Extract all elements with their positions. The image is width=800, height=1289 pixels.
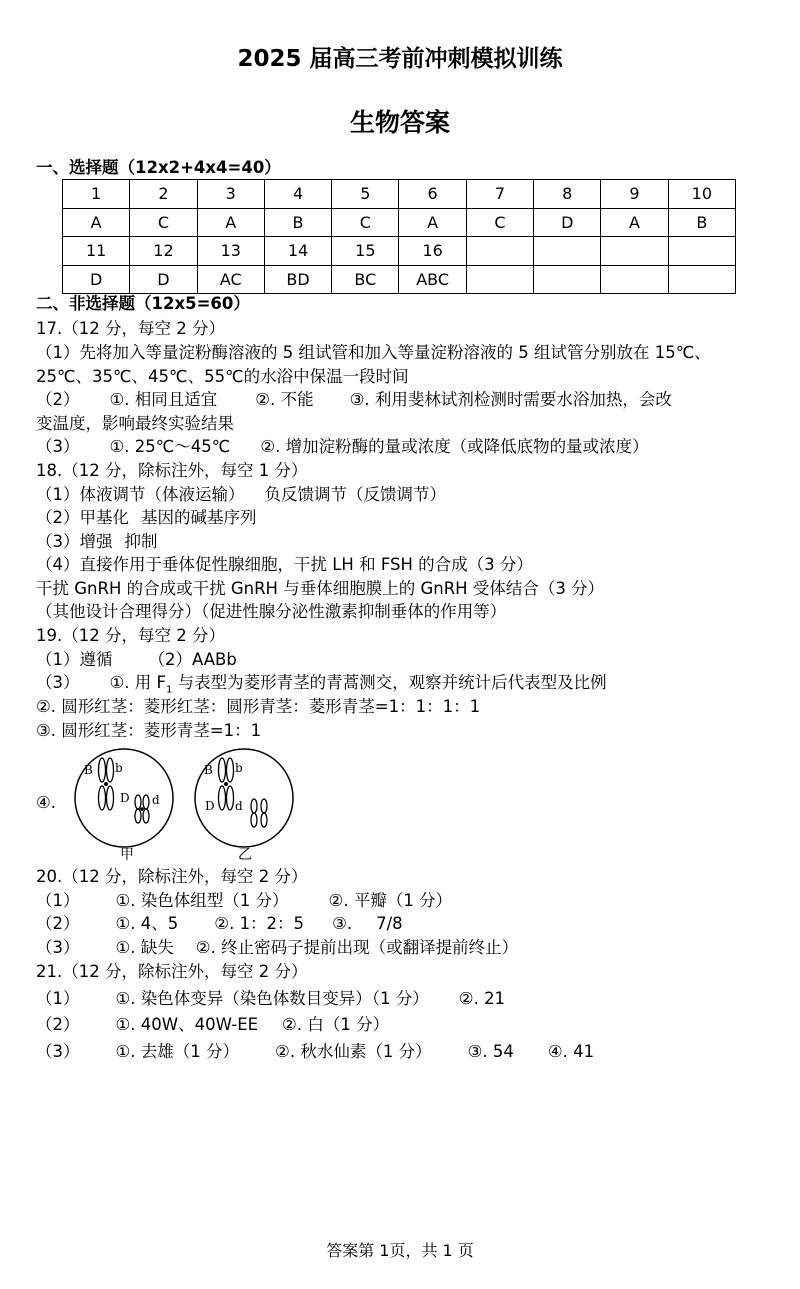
table-cell: D bbox=[130, 265, 197, 294]
q21-answer: ②. 21 bbox=[458, 989, 506, 1008]
q17-sub-num: （3） bbox=[36, 437, 80, 456]
q21-sub-num: （1） bbox=[36, 989, 80, 1008]
table-cell: A bbox=[601, 208, 668, 237]
table-cell bbox=[668, 265, 735, 294]
q18-answer: 基因的碱基序列 bbox=[141, 508, 257, 527]
table-cell: A bbox=[197, 208, 264, 237]
q21-answer: ①. 染色体变异（染色体数目变异）（1 分） bbox=[115, 989, 429, 1008]
table-cell: 5 bbox=[332, 180, 399, 209]
table-cell: 4 bbox=[264, 180, 331, 209]
section2-heading: 二、非选择题（12x5=60） bbox=[36, 294, 250, 313]
q19-heading: 19.（12 分，每空 2 分） bbox=[36, 626, 225, 645]
q18-line: （其他设计合理得分）（促进性腺分泌性激素抑制垂体的作用等） bbox=[36, 602, 507, 621]
q18-answer: 抑制 bbox=[124, 532, 158, 551]
q17-line bbox=[36, 389, 672, 411]
table-cell: 7 bbox=[466, 180, 533, 209]
q18-heading: 18.（12 分，除标注外，每空 1 分） bbox=[36, 461, 308, 480]
q21-answer: ①. 40W、40W-EE bbox=[115, 1015, 259, 1034]
q19-line: ②. 圆形红茎：菱形红茎：圆形青茎：菱形青茎=1：1：1：1 bbox=[36, 697, 481, 716]
q17-line: 25℃、35℃、45℃、55℃的水浴中保温一段时间 bbox=[36, 367, 409, 386]
table-cell bbox=[601, 265, 668, 294]
table-cell: D bbox=[534, 208, 601, 237]
table-cell: 9 bbox=[601, 180, 668, 209]
table-cell: 12 bbox=[130, 237, 197, 266]
q20-sub-num: （2） bbox=[36, 914, 80, 933]
q19-answer: （1）遵循 bbox=[36, 650, 113, 669]
q18-line: （4）直接作用于垂体促性腺细胞，干扰 LH 和 FSH 的合成（3 分） bbox=[36, 555, 533, 574]
table-row bbox=[63, 265, 736, 294]
gene-label: B bbox=[84, 763, 93, 777]
q18-line bbox=[36, 531, 158, 553]
q21-answer: ②. 秋水仙素（1 分） bbox=[275, 1042, 432, 1061]
subscript: 1 bbox=[166, 684, 173, 696]
table-cell bbox=[601, 237, 668, 266]
q20-heading: 20.（12 分，除标注外，每空 2 分） bbox=[36, 867, 308, 886]
table-cell bbox=[466, 265, 533, 294]
q17-answer: ②. 不能 bbox=[255, 390, 314, 409]
q18-answer: （1）体液调节（体液运输） bbox=[36, 485, 245, 504]
q21-answer: ③. 54 bbox=[467, 1042, 514, 1061]
table-cell: BD bbox=[264, 265, 331, 294]
q17-line: 变温度，影响最终实验结果 bbox=[36, 414, 234, 433]
gene-label: b bbox=[235, 761, 243, 775]
table-row bbox=[63, 237, 736, 266]
q20-answer: ①. 染色体组型（1 分） bbox=[115, 891, 289, 910]
q17-sub-num: （2） bbox=[36, 390, 80, 409]
gene-label: d bbox=[235, 799, 243, 813]
q20-sub-num: （3） bbox=[36, 938, 80, 957]
table-cell: D bbox=[63, 265, 130, 294]
table-cell: 8 bbox=[534, 180, 601, 209]
q21-line bbox=[36, 1014, 389, 1036]
table-row bbox=[63, 208, 736, 237]
table-cell: 15 bbox=[332, 237, 399, 266]
table-cell: 14 bbox=[264, 237, 331, 266]
page-subtitle: 生物答案 bbox=[349, 108, 450, 137]
q17-answer: ②. 增加淀粉酶的量或浓度（或降低底物的量或浓度） bbox=[260, 437, 649, 456]
table-cell bbox=[534, 237, 601, 266]
q21-sub-num: （2） bbox=[36, 1015, 80, 1034]
q20-line bbox=[36, 937, 518, 959]
q21-sub-num: （3） bbox=[36, 1042, 80, 1061]
q19-line: ③. 圆形红茎：菱形青茎=1：1 bbox=[36, 721, 262, 740]
q21-answer: ④. 41 bbox=[547, 1042, 595, 1061]
table-cell: 16 bbox=[399, 237, 466, 266]
q20-line bbox=[36, 913, 403, 935]
table-cell: 3 bbox=[197, 180, 264, 209]
page-title: 2025 届高三考前冲刺模拟训练 bbox=[237, 46, 563, 72]
section1-heading: 一、选择题（12x2+4x4=40） bbox=[36, 158, 281, 177]
q20-line bbox=[36, 890, 452, 912]
gene-label: d bbox=[152, 793, 160, 807]
table-cell: A bbox=[63, 208, 130, 237]
table-cell: C bbox=[466, 208, 533, 237]
table-cell: A bbox=[399, 208, 466, 237]
q20-answer: ①. 缺失 bbox=[115, 938, 174, 957]
table-cell: 1 bbox=[63, 180, 130, 209]
table-row bbox=[63, 180, 736, 209]
q17-answer: ③. 利用斐林试剂检测时需要水浴加热，会改 bbox=[349, 390, 672, 409]
q20-answer: ①. 4、5 bbox=[115, 914, 179, 933]
table-cell: 2 bbox=[130, 180, 197, 209]
table-cell: ABC bbox=[399, 265, 466, 294]
q18-answer: （2）甲基化 bbox=[36, 508, 129, 527]
cell-label: 乙 bbox=[238, 847, 252, 863]
q19-answer: ①. 用 F bbox=[109, 673, 167, 692]
q18-line bbox=[36, 507, 257, 529]
table-cell: AC bbox=[197, 265, 264, 294]
table-cell: C bbox=[332, 208, 399, 237]
q17-line bbox=[36, 436, 649, 458]
gene-label: D bbox=[120, 791, 130, 805]
q18-line bbox=[36, 484, 446, 506]
q21-answer: ②. 白（1 分） bbox=[282, 1015, 390, 1034]
table-cell: 6 bbox=[399, 180, 466, 209]
q19-line bbox=[36, 649, 237, 671]
q18-answer: （3）增强 bbox=[36, 532, 113, 551]
q20-answer: ②. 平瓣（1 分） bbox=[328, 891, 453, 910]
cell-label: 甲 bbox=[120, 847, 134, 863]
q17-line: （1）先将加入等量淀粉酶溶液的 5 组试管和加入等量淀粉溶液的 5 组试管分别放在 15℃、 bbox=[36, 343, 711, 362]
q17-heading: 17.（12 分，每空 2 分） bbox=[36, 319, 225, 338]
q21-heading: 21.（12 分，除标注外，每空 2 分） bbox=[36, 962, 308, 981]
table-cell: BC bbox=[332, 265, 399, 294]
table-cell: 11 bbox=[63, 237, 130, 266]
q20-answer: 7/8 bbox=[376, 914, 403, 933]
q19-sub-num: （3） bbox=[36, 673, 80, 692]
q17-answer: ①. 25℃～45℃ bbox=[109, 437, 231, 456]
table-cell bbox=[534, 265, 601, 294]
page-footer: 答案第 1页，共 1 页 bbox=[326, 1241, 474, 1260]
table-cell bbox=[466, 237, 533, 266]
table-cell: B bbox=[264, 208, 331, 237]
table-cell: 13 bbox=[197, 237, 264, 266]
q18-answer: 负反馈调节（反馈调节） bbox=[264, 485, 446, 504]
q18-line: 干扰 GnRH 的合成或干扰 GnRH 与垂体细胞膜上的 GnRH 受体结合（3 分） bbox=[36, 579, 605, 598]
gene-label: b bbox=[115, 761, 123, 775]
q20-answer: ②. 1：2：5 bbox=[214, 914, 305, 933]
table-cell: 10 bbox=[668, 180, 735, 209]
q20-answer: ②. 终止密码子提前出现（或翻译提前终止） bbox=[195, 938, 519, 957]
q21-line bbox=[36, 988, 505, 1010]
table-cell bbox=[668, 237, 735, 266]
table-cell: C bbox=[130, 208, 197, 237]
table-cell: B bbox=[668, 208, 735, 237]
q19-answer: （2）AABb bbox=[148, 650, 237, 669]
gene-label: D bbox=[205, 799, 215, 813]
q19-line: ④. bbox=[36, 793, 57, 812]
q17-answer: ①. 相同且适宜 bbox=[109, 390, 218, 409]
q21-answer: ①. 去雄（1 分） bbox=[115, 1042, 240, 1061]
q21-line bbox=[36, 1041, 594, 1063]
answer-table bbox=[62, 179, 736, 294]
q20-sub-num: （1） bbox=[36, 891, 80, 910]
q19-answer: 与表型为菱形青茎的青蒿测交，观察并统计后代表型及比例 bbox=[172, 673, 607, 692]
q20-answer: ③. bbox=[332, 914, 353, 933]
gene-label: B bbox=[204, 763, 213, 777]
